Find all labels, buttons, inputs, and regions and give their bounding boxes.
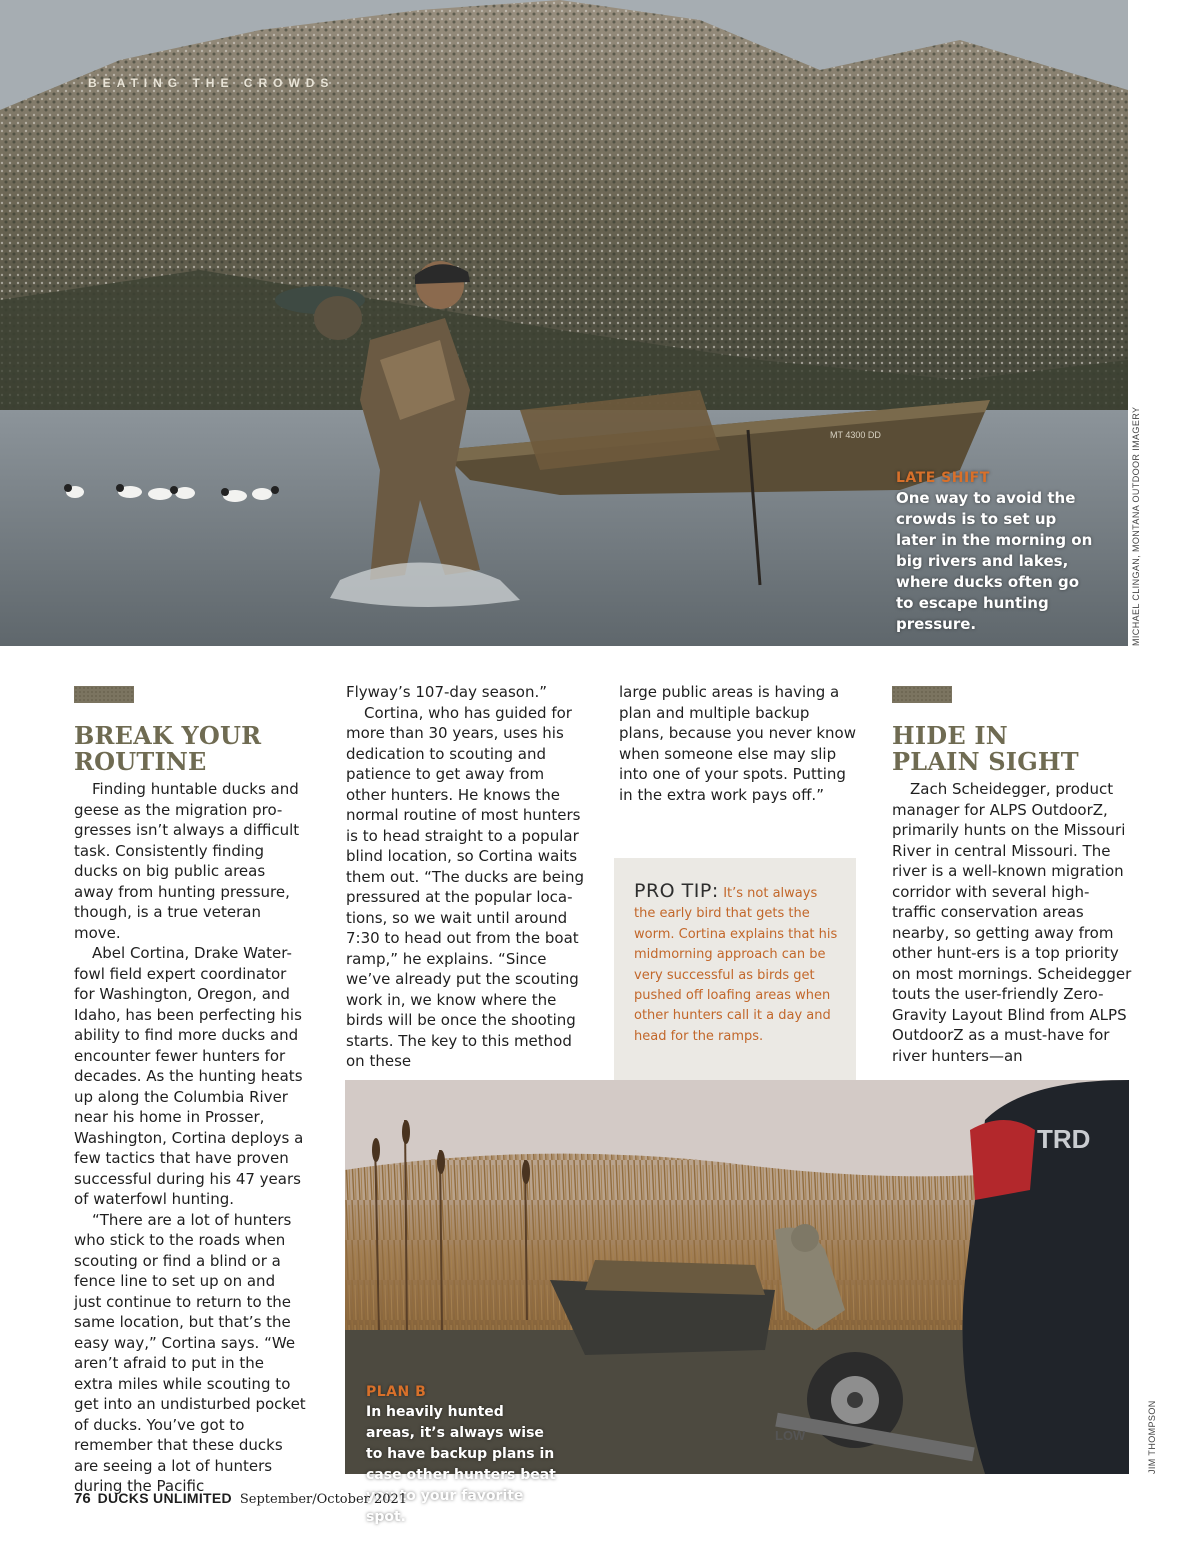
pro-tip-box <box>614 858 856 1080</box>
caption-title: LATE SHIFT <box>896 470 990 486</box>
headline-break-your-routine <box>74 723 306 775</box>
magazine-name: DUCKS UNLIMITED <box>97 1490 232 1506</box>
paragraph: Flyway’s 107-day season.” <box>346 683 548 701</box>
headline-hide-in-plain-sight <box>892 723 1132 775</box>
photo-credit-bottom: JIM THOMPSON <box>1147 1400 1157 1474</box>
paragraph: Zach Scheidegger, product manager for ALPS OutdoorZ, primarily hunts on the Missouri River in central Missouri. The river is a well-known migration corridor with several high-traffic conservation areas nearby, so getting away from other hunt-ers is a top priority on most mornings. Scheidegger touts the user-friendly Zero-Gravity Layout Blind from ALPS OutdoorZ as a must-have for river hunters—an <box>892 780 1132 1065</box>
top-photo-caption <box>896 470 1096 635</box>
section-tag: BEATING THE CROWDS <box>88 76 335 90</box>
headline-line: ROUTINE <box>74 747 207 776</box>
column-1 <box>74 686 306 1497</box>
photo-credit-top: MICHAEL CLINGAN, MONTANA OUTDOOR IMAGERY <box>1131 406 1141 646</box>
paragraph: large public areas is having a plan and multiple backup plans, because you never know when someone else may slip into one of your spots. Putting in the extra work pays off.” <box>619 683 856 804</box>
caption-title: PLAN B <box>366 1384 427 1400</box>
pro-tip-label: PRO TIP: <box>634 880 719 902</box>
column-2 <box>346 682 586 1072</box>
caption-body: One way to avoid the crowds is to set up later in the morning on big rivers and lakes, where ducks often go to escape hunting pressure. <box>896 489 1093 633</box>
page-footer <box>74 1490 407 1507</box>
boat-registration: MT 4300 DD <box>830 430 881 440</box>
headline-line: HIDE IN <box>892 721 1008 750</box>
page-number: 76 <box>74 1490 91 1507</box>
section-bar <box>892 686 952 703</box>
pro-tip-body: It’s not always the early bird that gets the worm. Cortina explains that his midmorning approach can be very successful as birds get pushed off loafing areas when other hunters call it a day and head for the ramps. <box>634 886 838 1044</box>
paragraph: Cortina, who has guided for more than 30 years, uses his dedication to scouting and patience to get away from other hunters. He knows the normal routine of most hunters is to head straight to a popular blind location, so Cortina waits them out. “The ducks are being pressured at the popular loca-tions, so we wait until around 7:30 to head out from the boat ramp,” he explains. “Since we’ve already put the scouting work in, we know where the birds will be once the shooting starts. The key to this method on these <box>346 703 585 1070</box>
issue-date: September/October 2021 <box>239 1492 408 1507</box>
headline-line: BREAK YOUR <box>74 721 262 750</box>
truck-badge: TRD <box>1037 1124 1091 1154</box>
section-bar <box>74 686 134 703</box>
paragraph: “There are a lot of hunters who stick to the roads when scouting or find a blind or a fence line to set up on and just continue to return to the same location, but that’s the easy way,” Cortina says. “We aren’t afraid to put in the extra miles while scouting to get into an undisturbed pocket of ducks. You’ve got to remember that these ducks are seeing a lot of hunters during the Pacific <box>74 1210 306 1495</box>
headline-line: PLAIN SIGHT <box>892 747 1079 776</box>
hero-photo <box>0 0 1128 646</box>
trailer-text: LOW <box>775 1428 806 1443</box>
paragraph: Finding huntable ducks and geese as the migration pro-gresses isn’t always a difficult task. Consistently finding ducks on big public areas away from hunting pressure, though, is a true veteran move. <box>74 780 300 942</box>
caption-body: In heavily hunted areas, it’s always wise to have backup plans in case other hunters beat you to your favorite spot. <box>366 1404 556 1525</box>
column-4 <box>892 686 1132 1066</box>
column-3 <box>619 682 859 805</box>
paragraph: Abel Cortina, Drake Water-fowl field expert coordinator for Washington, Oregon, and Idaho, has been perfecting his ability to find more ducks and encounter fewer hunters for decades. As the hunting heats up along the Columbia River near his home in Prosser, Washington, Cortina deploys a few tactics that have proven successful during his 47 years of waterfowl hunting. <box>74 944 304 1208</box>
